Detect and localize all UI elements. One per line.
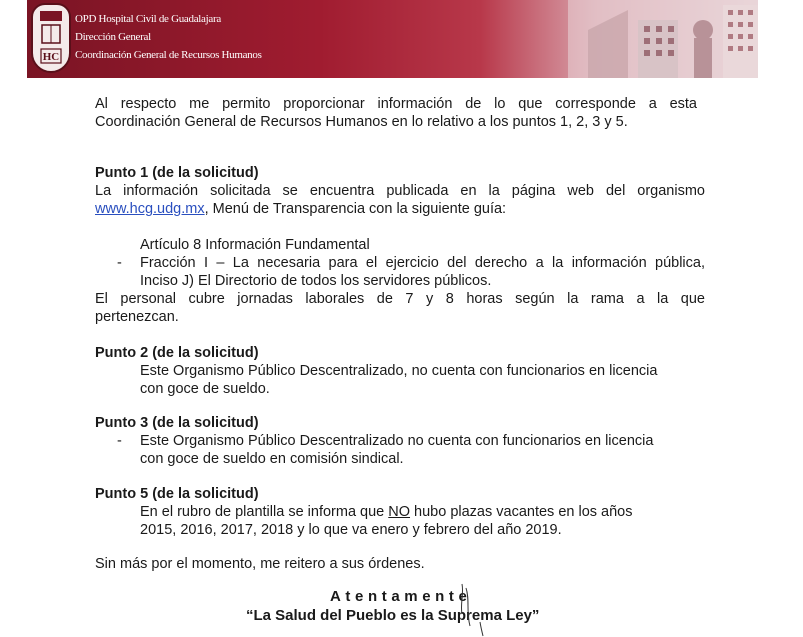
punto-2-line-1: Este Organismo Público Descentralizado, no cuenta con funcionarios en licencia — [140, 363, 658, 379]
closing-line: Sin más por el momento, me reitero a sus órdenes. — [95, 556, 425, 572]
jornada-line-1: El personal cubre jornadas laborales de 7 y 8 horas según la rama a la que — [95, 291, 705, 307]
punto-5-line-1-end: hubo plazas vacantes en los años — [410, 504, 633, 520]
punto-1-line-1: La información solicitada se encuentra publicada en la página web del organismo — [95, 183, 705, 199]
intro-line-2: Coordinación General de Recursos Humanos en lo relativo a los puntos 1, 2, 3 y 5. — [95, 114, 628, 130]
punto-5-line-1 — [140, 503, 633, 521]
punto-1-line-2 — [95, 200, 506, 218]
signature-stroke-icon — [440, 582, 500, 637]
punto-1-line-2-rest: , Menú de Transparencia con la siguiente guía: — [204, 201, 507, 217]
motto: “La Salud del Pueblo es la Suprema Ley” — [246, 607, 540, 624]
punto-1-heading: Punto 1 (de la solicitud) — [95, 165, 259, 181]
letterhead-coordination: Coordinación General de Recursos Humanos — [75, 49, 262, 61]
punto-3-line-1: Este Organismo Público Descentralizado no cuenta con funcionarios en licencia — [140, 433, 654, 449]
no-emphasis: NO — [388, 504, 411, 520]
fraccion-line-1: Fracción I – La necesaria para el ejercicio del derecho a la información pública, — [140, 255, 705, 271]
punto-5-heading: Punto 5 (de la solicitud) — [95, 486, 259, 502]
seal-letters: HC — [42, 51, 60, 63]
article-line: Artículo 8 Información Fundamental — [140, 237, 370, 253]
punto-3-bullet: - — [117, 433, 122, 449]
fraccion-line-2: Inciso J) El Directorio de todos los servidores públicos. — [140, 273, 492, 289]
punto-3-line-2: con goce de sueldo en comisión sindical. — [140, 451, 404, 467]
intro-line-1: Al respecto me permito proporcionar información de lo que corresponde a esta — [95, 96, 697, 112]
hcg-website-link[interactable]: www.hcg.udg.mx — [95, 201, 205, 217]
punto-2-heading: Punto 2 (de la solicitud) — [95, 345, 259, 361]
letterhead-institution: OPD Hospital Civil de Guadalajara — [75, 13, 221, 25]
fraccion-bullet: - — [117, 255, 122, 271]
atentamente-signoff: Atentamente — [330, 588, 472, 605]
punto-3-heading: Punto 3 (de la solicitud) — [95, 415, 259, 431]
letterhead-direction: Dirección General — [75, 31, 151, 43]
punto-5-line-1-start: En el rubro de plantilla se informa que — [140, 504, 389, 520]
punto-5-line-2: 2015, 2016, 2017, 2018 y lo que va enero y febrero del año 2019. — [140, 522, 562, 538]
punto-2-line-2: con goce de sueldo. — [140, 381, 270, 397]
jornada-line-2: pertenezcan. — [95, 309, 179, 325]
